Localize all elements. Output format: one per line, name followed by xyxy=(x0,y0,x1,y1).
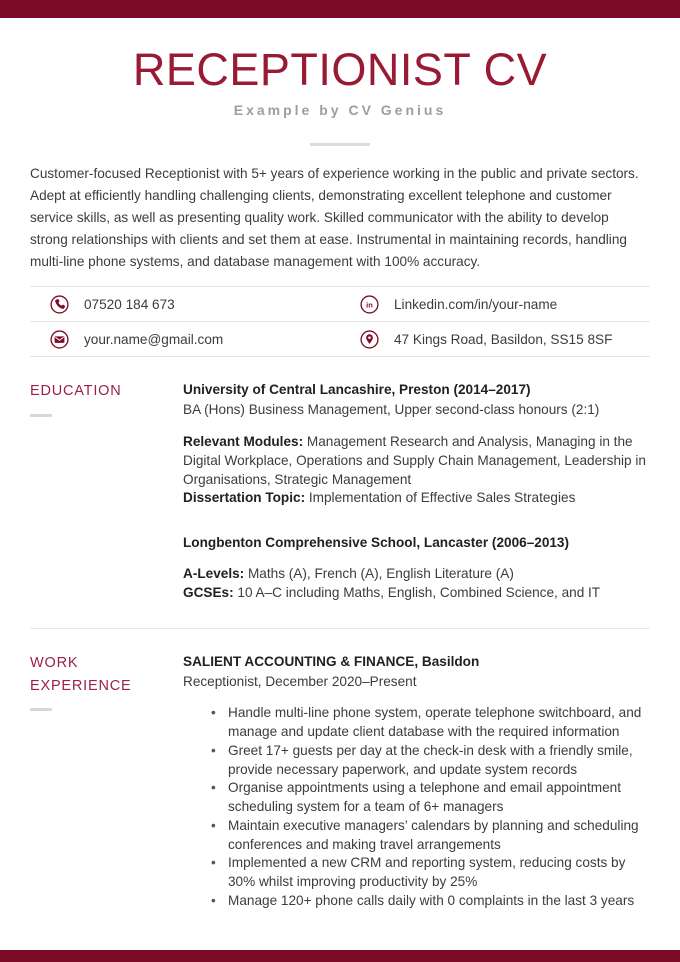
work-bullet: • Organise appointments using a telephone and email appointment scheduling system for a team of 6+ managers xyxy=(183,779,650,817)
work-entry xyxy=(183,652,650,911)
email-icon xyxy=(50,330,69,349)
education-entry-title: University of Central Lancashire, Preston (2014–2017) xyxy=(183,382,531,398)
detail-text: Maths (A), French (A), English Literature (A) xyxy=(244,566,514,582)
contact-linkedin xyxy=(340,287,650,322)
detail-label: A-Levels: xyxy=(183,566,245,582)
work-bullet: • Greet 17+ guests per day at the check-in desk with a friendly smile, provide necessary paperwork, and update system records xyxy=(183,742,650,780)
contact-address xyxy=(340,322,650,357)
page-title: RECEPTIONIST CV xyxy=(132,44,548,95)
education-entry xyxy=(183,533,650,603)
linkedin-icon xyxy=(360,295,379,314)
svg-text:in: in xyxy=(366,300,373,310)
work-company: SALIENT ACCOUNTING & FINANCE, Basildon xyxy=(183,653,480,669)
detail-label: Relevant Modules: xyxy=(183,434,304,450)
page-subtitle: Example by CV Genius xyxy=(233,102,447,119)
education-section xyxy=(30,357,650,602)
header-bar xyxy=(0,0,680,18)
work-role: Receptionist, December 2020–Present xyxy=(183,673,417,689)
education-entry-subtitle: BA (Hons) Business Management, Upper second-class honours (2:1) xyxy=(183,402,600,418)
contact-email xyxy=(30,322,340,357)
education-entry xyxy=(183,380,650,508)
detail-label: GCSEs: xyxy=(183,584,234,600)
contact-linkedin-value: Linkedin.com/in/your-name xyxy=(394,296,558,312)
education-detail xyxy=(183,565,650,584)
title-divider xyxy=(310,143,370,146)
work-bullet: • Maintain executive managers’ calendars by planning and scheduling conferences and making travel arrangements xyxy=(183,817,650,855)
contact-email-value: your.name@gmail.com xyxy=(84,331,224,347)
section-dash xyxy=(30,414,52,417)
work-bullet: • Handle multi-line phone system, operate telephone switchboard, and manage and update client database with the required information xyxy=(183,704,650,742)
education-detail xyxy=(183,489,650,508)
work-heading: WORK EXPERIENCE xyxy=(30,654,132,694)
detail-text: 10 A–C including Maths, English, Combined Science, and IT xyxy=(233,584,601,600)
work-bullet: • Implemented a new CRM and reporting system, reducing costs by 30% whilst improving productivity by 25% xyxy=(183,854,650,892)
work-experience-section xyxy=(30,629,650,911)
footer-bar xyxy=(0,950,680,962)
detail-label: Dissertation Topic: xyxy=(183,490,306,506)
education-detail xyxy=(183,433,650,489)
work-bullet: • Manage 120+ phone calls daily with 0 complaints in the last 3 years xyxy=(183,892,650,911)
contact-section xyxy=(30,286,650,357)
education-detail xyxy=(183,584,650,603)
contact-address-value: 47 Kings Road, Basildon, SS15 8SF xyxy=(394,331,613,347)
section-dash xyxy=(30,708,52,711)
work-bullet-list xyxy=(183,704,650,910)
location-icon xyxy=(360,330,379,349)
phone-icon xyxy=(50,295,69,314)
contact-phone xyxy=(30,287,340,322)
detail-text: Management Research and Analysis, Managing in the Digital Workplace, Operations and Supply Chain Management, Leadership in Organisations, Strategic Management xyxy=(183,434,646,487)
contact-phone-value: 07520 184 673 xyxy=(84,296,175,312)
education-entry-title: Longbenton Comprehensive School, Lancaster (2006–2013) xyxy=(183,535,570,551)
education-heading: EDUCATION xyxy=(30,383,122,400)
summary-paragraph: Customer-focused Receptionist with 5+ years of experience working in the public and private sectors. Adept at efficiently handling challenging clients, demonstrating excellent telephone and customer service skills, as well as presenting quality work. Skilled communicator with the ability to develop strong relationships with clients and set them at ease. Instrumental in maintaining records, handling multi-line phone systems, and database management with 100% accuracy. xyxy=(30,166,639,270)
detail-text: Implementation of Effective Sales Strategies xyxy=(305,490,576,506)
